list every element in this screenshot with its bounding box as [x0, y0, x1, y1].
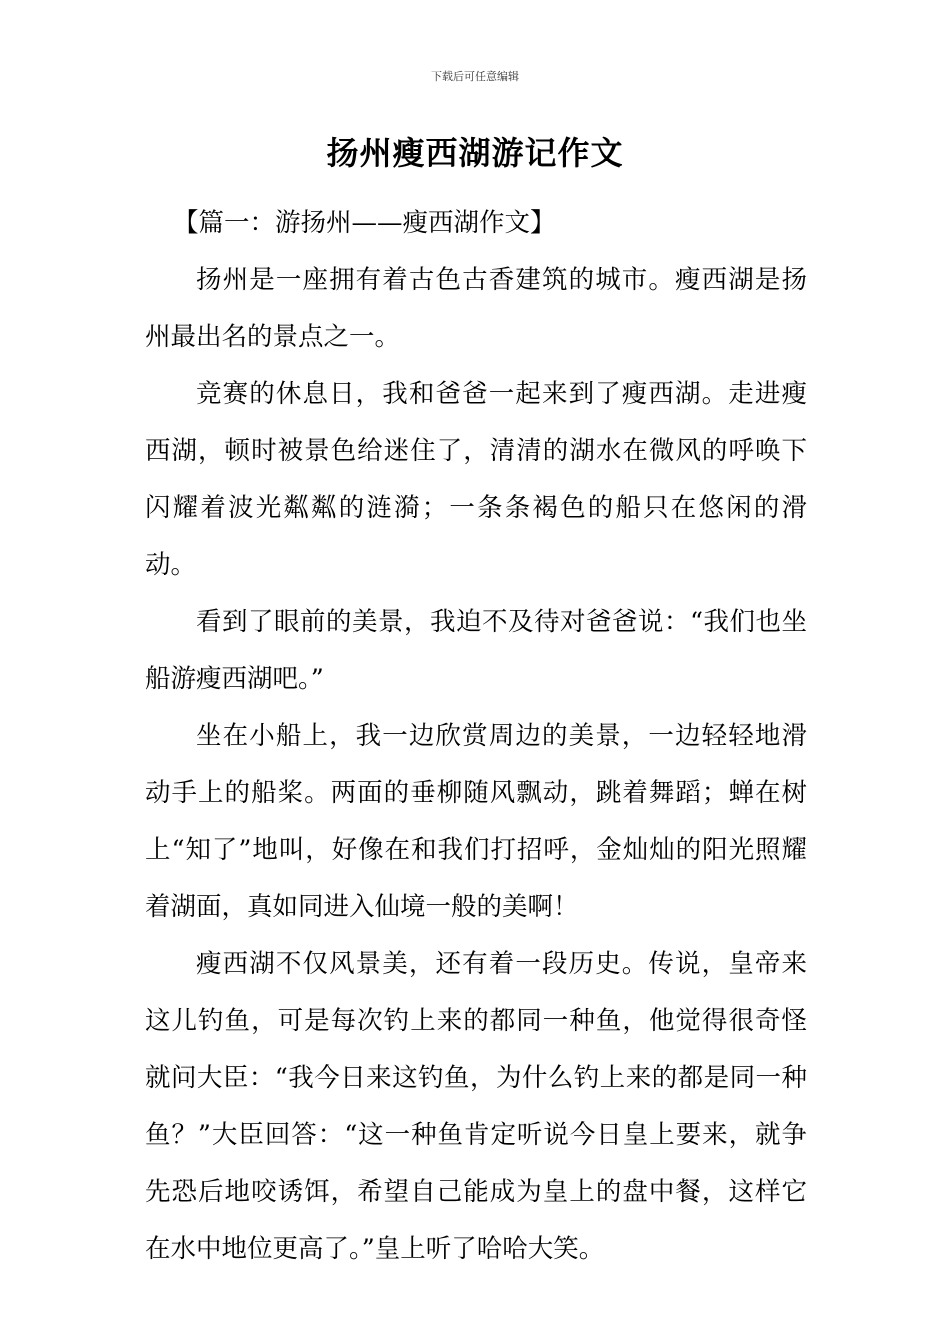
paragraph-1: 扬州是一座拥有着古色古香建筑的城市。瘦西湖是扬州最出名的景点之一。 — [145, 265, 807, 352]
document-title: 扬州瘦西湖游记作文 — [326, 134, 624, 172]
paragraph-4: 坐在小船上，我一边欣赏周边的美景，一边轻轻地滑动手上的船桨。两面的垂柳随风飘动，跳着舞蹈；蝉在树上“知了”地叫，好像在和我们打招呼，金灿灿的阳光照耀着湖面，真如同进入仙境一般的美啊！ — [145, 721, 807, 922]
header-note: 下载后可任意编辑 — [431, 70, 519, 83]
document-body — [145, 195, 807, 1278]
paragraph-3: 看到了眼前的美景，我迫不及待对爸爸说：“我们也坐船游瘦西湖吧。” — [145, 607, 807, 694]
section-heading: 【篇一：游扬州——瘦西湖作文】 — [173, 208, 556, 238]
paragraph-2: 竞赛的休息日，我和爸爸一起来到了瘦西湖。走进瘦西湖，顿时被景色给迷住了，清清的湖水在微风的呼唤下闪耀着波光粼粼的涟漪；一条条褐色的船只在悠闲的滑动。 — [145, 379, 807, 580]
paragraph-5: 瘦西湖不仅风景美，还有着一段历史。传说，皇帝来这儿钓鱼，可是每次钓上来的都同一种鱼，他觉得很奇怪就问大臣：“我今日来这钓鱼，为什么钓上来的都是同一种鱼？”大臣回答：“这一种鱼肯定听说今日皇上要来，就争先恐后地咬诱饵，希望自己能成为皇上的盘中餐，这样它在水中地位更高了。”皇上听了哈哈大笑。 — [145, 949, 807, 1264]
